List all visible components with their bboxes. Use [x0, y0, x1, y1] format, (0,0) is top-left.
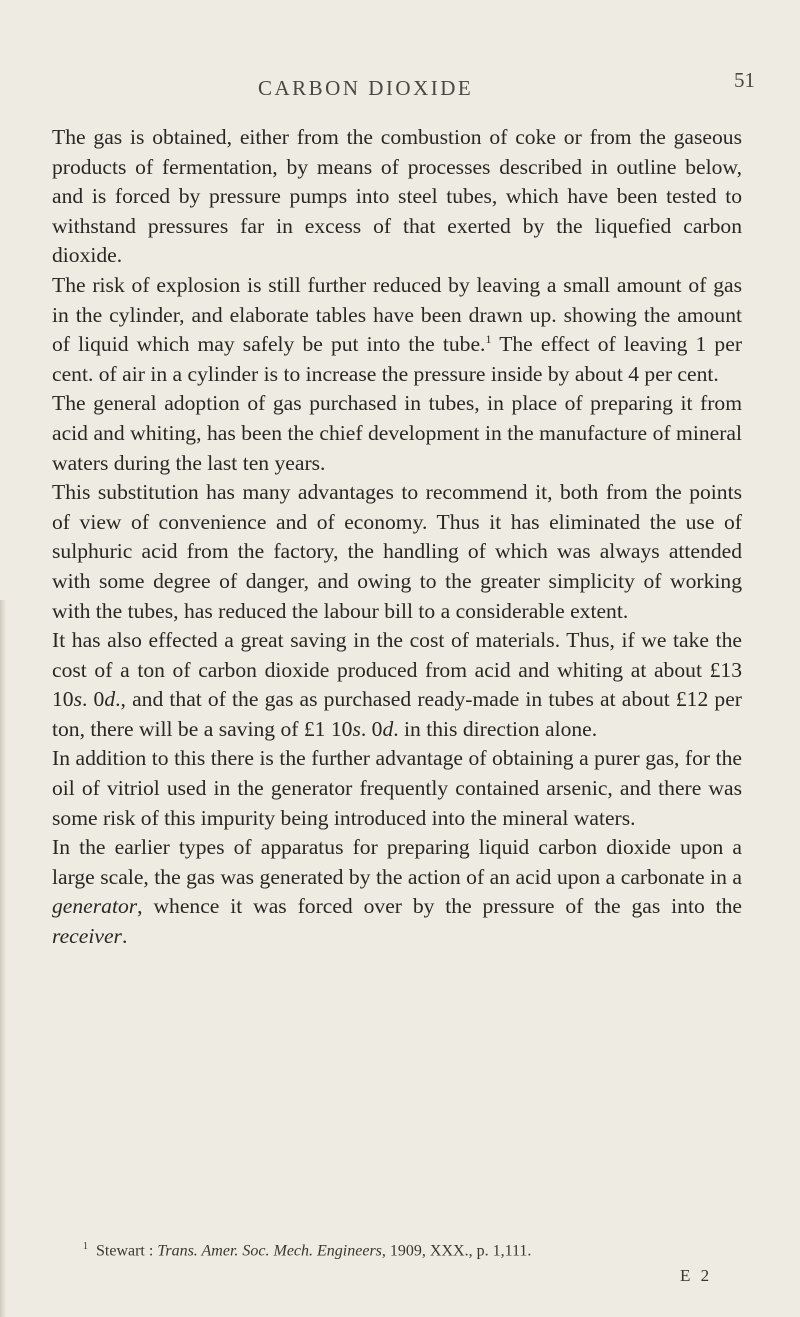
text-run: The risk of explosion is still further reduced by leaving a small amount of gas in the cylinder, and elaborate tables have been drawn up. showing the amount of liquid which may safely be put into the tube.: [52, 272, 742, 357]
footnote-reference: 1: [485, 331, 492, 346]
text-run: This substitution has many advantages to recommend it, both from the points of view of convenience and of economy. Thus it has eliminated the use of sulphuric acid from the factory, the handling of which was always attended with some degree of danger, and owing to the greater simplicity of working with the tubes, has reduced the labour bill to a considerable extent.: [52, 480, 742, 623]
text-run: . 0: [360, 716, 383, 741]
text-run: generator: [52, 894, 138, 919]
text-run: Trans. Amer. Soc. Mech. Engineers: [157, 1242, 382, 1260]
text-run: s: [352, 716, 361, 741]
running-title: CARBON DIOXIDE: [258, 76, 474, 100]
text-run: . in this direction alone.: [393, 716, 598, 741]
body-text: [52, 123, 742, 952]
text-run: It has also effected a great saving in the cost of materials. Thus, if we take the cost of a ton of carbon dioxide produced from acid and whiting at about £13 10: [52, 628, 742, 712]
footnote: [83, 1241, 743, 1260]
page-header: [0, 68, 800, 104]
paragraph: [52, 744, 742, 833]
footnote-text: [96, 1242, 531, 1259]
paragraph: [52, 123, 742, 271]
page-edge-shadow: [0, 600, 6, 1317]
text-run: d: [104, 687, 116, 712]
text-run: .: [121, 924, 128, 949]
text-run: In the earlier types of apparatus for preparing liquid carbon dioxide upon a large scale, the gas was generated by the action of an acid upon a carbonate in a: [52, 835, 742, 889]
text-run: , whence it was forced over by the pressure of the gas into the: [137, 894, 742, 919]
paragraph: [52, 626, 742, 744]
text-run: . 0: [82, 687, 105, 712]
text-run: d: [382, 716, 394, 741]
text-run: The gas is obtained, either from the combustion of coke or from the gaseous products of fermentation, by means of processes described in outline below, and is forced by pressure pumps into steel tubes, which have been tested to withstand pressures far in excess of that exerted by the liquefied carbon dioxide.: [52, 125, 742, 268]
text-run: In addition to this there is the further advantage of obtaining a purer gas, for the oil of vitriol used in the generator frequently contained arsenic, and there was some risk of this impurity being introduced into the mineral waters.: [52, 746, 742, 830]
text-run: Stewart :: [96, 1242, 158, 1260]
text-run: The effect of leaving 1 per cent. of air in a cylinder is to increase the pressure inside by about 4 per cent.: [52, 332, 743, 386]
text-run: , 1909, XXX., p. 1,111.: [381, 1242, 532, 1260]
footnote-mark: 1: [83, 1241, 88, 1252]
text-run: The general adoption of gas purchased in tubes, in place of preparing it from acid and whiting, has been the chief development in the manufacture of mineral waters during the last ten years.: [52, 391, 742, 475]
text-run: s: [73, 687, 82, 712]
paragraph: [52, 389, 742, 478]
paragraph: [52, 478, 742, 626]
page-number: 51: [734, 68, 755, 92]
signature-mark: E 2: [680, 1266, 713, 1285]
paragraph: [52, 271, 742, 389]
text-run: ., and that of the gas as purchased ready-made in tubes at about £12 per ton, there will be a saving of £1 10: [52, 687, 742, 741]
paragraph: [52, 833, 742, 951]
text-run: receiver: [52, 924, 122, 949]
